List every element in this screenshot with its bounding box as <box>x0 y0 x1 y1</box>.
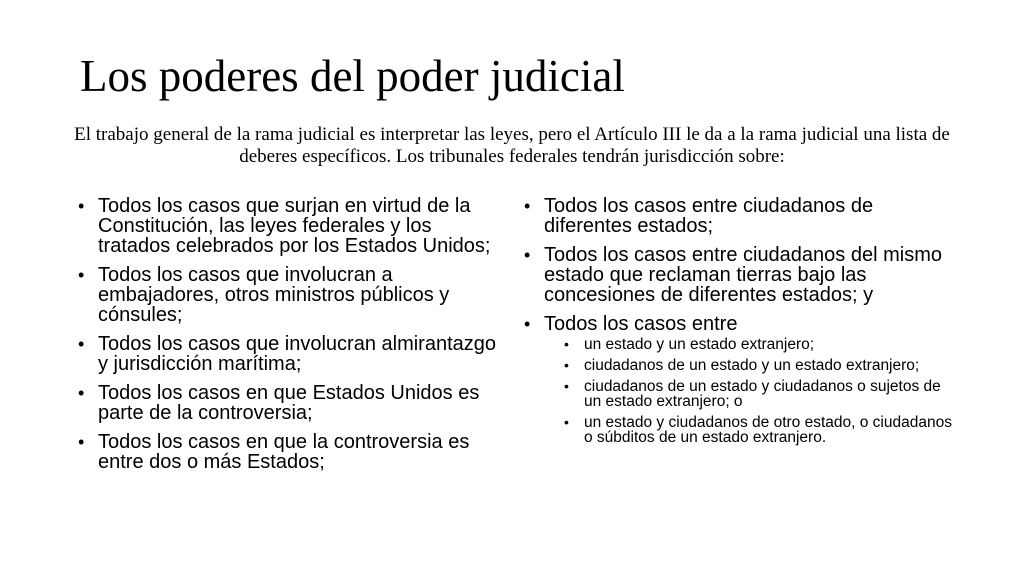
list-item <box>522 196 954 236</box>
list-item-text: Todos los casos que involucran almirantazgo y jurisdicción marítima; <box>98 333 496 375</box>
sub-list-item-text: un estado y un estado extranjero; <box>584 336 815 353</box>
list-item-text: Todos los casos entre <box>544 313 738 335</box>
sub-bullet-list <box>544 337 954 445</box>
bullet-icon: • <box>564 357 569 373</box>
list-item <box>522 314 954 445</box>
list-item-text: Todos los casos que surjan en virtud de la Constitución, las leyes federales y los tratados celebrados por los Estados Unidos; <box>98 195 491 257</box>
list-item-text: Todos los casos en que Estados Unidos es parte de la controversia; <box>98 382 480 424</box>
bullet-icon: • <box>78 265 85 285</box>
intro-text: El trabajo general de la rama judicial es interpretar las leyes, pero el Artículo III le da a la rama judicial una lista de deberes específicos. Los tribunales federales tendrán jurisdicción sobre: <box>74 124 950 167</box>
bullet-icon: • <box>524 245 531 265</box>
list-item <box>76 334 506 374</box>
left-bullet-list <box>76 196 506 481</box>
list-item <box>76 383 506 423</box>
sub-list-item-text: ciudadanos de un estado y un estado extranjero; <box>584 357 920 374</box>
bullet-icon: • <box>78 196 85 216</box>
bullet-icon: • <box>564 414 569 430</box>
sub-list-item <box>544 337 954 352</box>
bullet-icon: • <box>524 196 531 216</box>
bullet-icon: • <box>564 336 569 352</box>
bullet-icon: • <box>78 432 85 452</box>
sub-list-item <box>544 379 954 409</box>
bullet-icon: • <box>78 334 85 354</box>
right-bullet-list <box>522 196 954 454</box>
slide-title: Los poderes del poder judicial <box>80 51 625 101</box>
bullet-icon: • <box>524 314 531 334</box>
list-item <box>76 265 506 325</box>
sub-list-item <box>544 415 954 445</box>
sub-list-item-text: un estado y ciudadanos de otro estado, o ciudadanos o súbditos de un estado extranjero. <box>584 414 952 446</box>
list-item <box>76 196 506 256</box>
sub-list-item-text: ciudadanos de un estado y ciudadanos o sujetos de un estado extranjero; o <box>584 378 941 410</box>
list-item <box>76 432 506 472</box>
bullet-icon: • <box>564 378 569 394</box>
list-item-text: Todos los casos en que la controversia es entre dos o más Estados; <box>98 431 470 473</box>
list-item-text: Todos los casos que involucran a embajadores, otros ministros públicos y cónsules; <box>98 264 450 326</box>
sub-list-item <box>544 358 954 373</box>
list-item <box>522 245 954 305</box>
list-item-text: Todos los casos entre ciudadanos del mismo estado que reclaman tierras bajo las concesiones de diferentes estados; y <box>544 244 942 306</box>
bullet-icon: • <box>78 383 85 403</box>
list-item-text: Todos los casos entre ciudadanos de diferentes estados; <box>544 195 874 237</box>
